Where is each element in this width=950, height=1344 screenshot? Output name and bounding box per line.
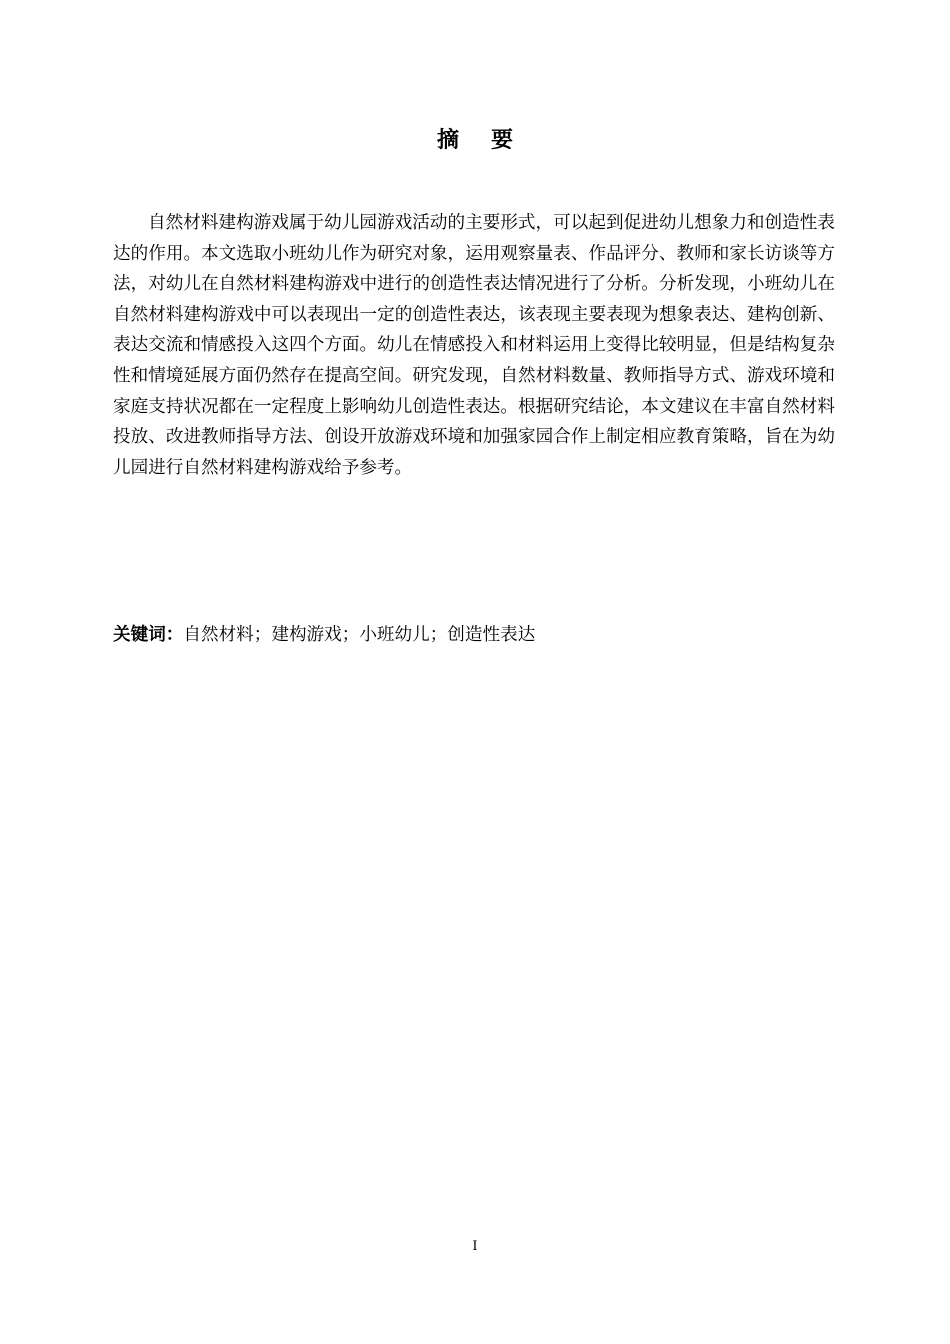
keywords-text: 自然材料；建构游戏；小班幼儿；创造性表达 — [183, 625, 536, 645]
keywords-label: 关键词： — [113, 625, 184, 645]
keywords-line — [113, 620, 835, 650]
page-number: I — [472, 1239, 478, 1254]
abstract-body: 自然材料建构游戏属于幼儿园游戏活动的主要形式，可以起到促进幼儿想象力和创造性表达的作用。本文选取小班幼儿作为研究对象，运用观察量表、作品评分、教师和家长访谈等方法，对幼儿在自然材料建构游戏中进行的创造性表达情况进行了分析。分析发现，小班幼儿在自然材料建构游戏中可以表现出一定的创造性表达，该表现主要表现为想象表达、建构创新、表达交流和情感投入这四个方面。幼儿在情感投入和材料运用上变得比较明显，但是结构复杂性和情境延展方面仍然存在提高空间。研究发现，自然材料数量、教师指导方式、游戏环境和家庭支持状况都在一定程度上影响幼儿创造性表达。根据研究结论，本文建议在丰富自然材料投放、改进教师指导方法、创设开放游戏环境和加强家园合作上制定相应教育策略，旨在为幼儿园进行自然材料建构游戏给予参考。 — [113, 213, 835, 478]
abstract-title: 摘要 — [436, 128, 545, 153]
